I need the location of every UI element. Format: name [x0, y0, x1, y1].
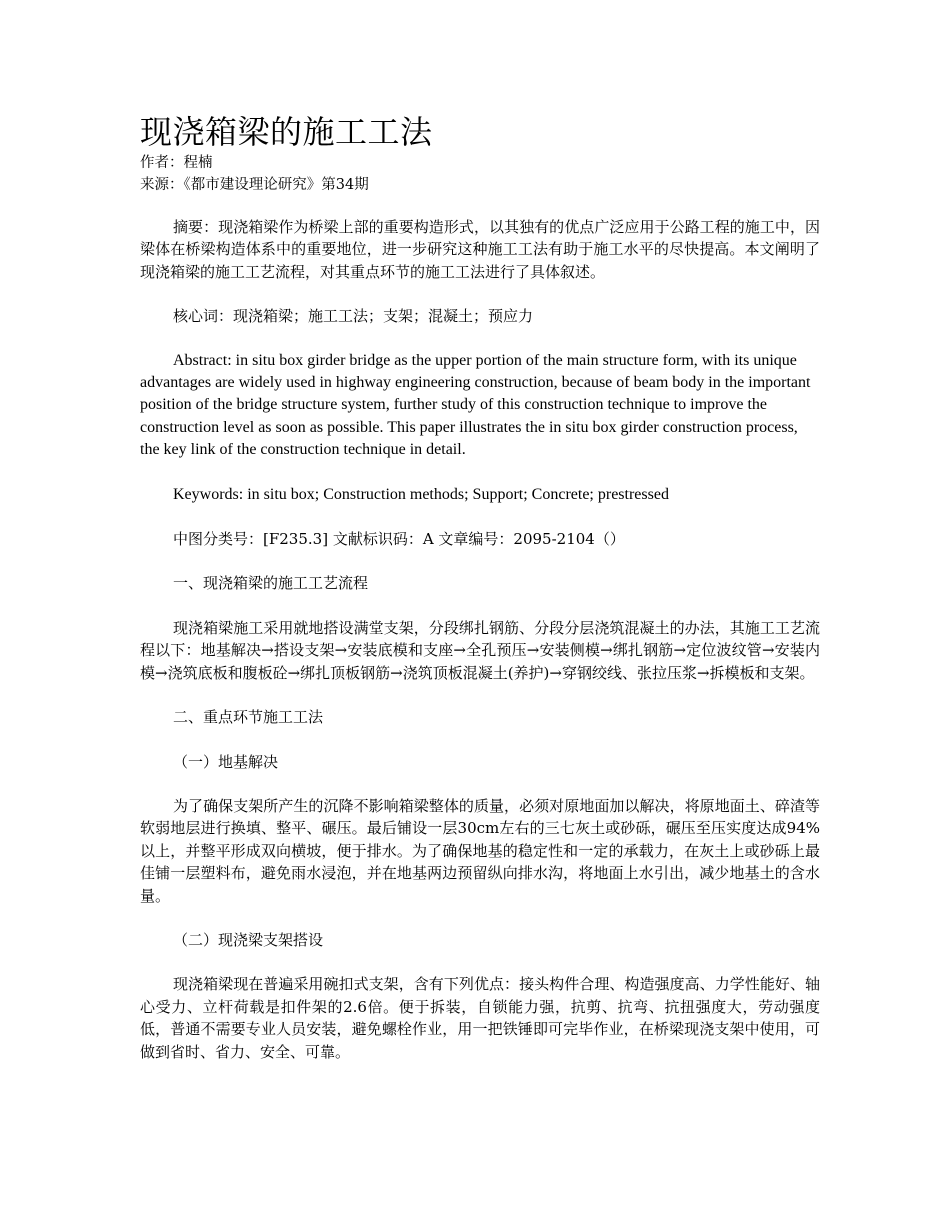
section1-body: 现浇箱梁施工采用就地搭设满堂支架，分段绑扎钢筋、分段分层浇筑混凝土的办法，其施工工艺流程以下：地基解决→搭设支架→安装底模和支座→全孔预压→安装侧模→绑扎钢筋→定位波纹管→安装内模→浇筑底板和腹板砼→绑扎顶板钢筋→浇筑顶板混凝土(养护)→穿钢绞线、张拉压浆→拆模板和支架。 [140, 618, 820, 682]
article-source: 来源：《都市建设理论研究》第34期 [140, 177, 369, 193]
abstract-en: Abstract: in situ box girder bridge as the upper portion of the main structure form, with its unique advantages are widely used in highway engineering construction, because of beam body in the important position of the bridge structure system, further study of this construction technique to improve the construction level as soon as possible. This paper illustrates the in situ box girder construction process, the key link of the construction technique in detail. [140, 351, 811, 459]
section2-heading: 二、重点环节施工工法 [173, 708, 324, 727]
article-author: 作者：程楠 [140, 155, 213, 171]
document-page [140, 112, 820, 1063]
classification-line: 中图分类号：[F235.3] 文献标识码：A 文章编号：2095-2104（） [173, 530, 625, 549]
section1-heading: 一、现浇箱梁的施工工艺流程 [173, 574, 369, 593]
subsection2-body: 现浇箱梁现在普遍采用碗扣式支架，含有下列优点：接头构件合理、构造强度高、力学性能好、轴心受力、立杆荷载是扣件架的2.6倍。便于拆装，自锁能力强，抗剪、抗弯、抗扭强度大，劳动强度低，普通不需要专业人员安装，避免螺栓作业，用一把铁锤即可完毕作业，在桥梁现浇支架中使用，可做到省时、省力、安全、可靠。 [140, 975, 820, 1061]
keywords-en: Keywords: in situ box; Construction methods; Support; Concrete; prestressed [173, 485, 669, 503]
subsection2-heading: （二）现浇梁支架搭设 [173, 930, 324, 949]
abstract-cn: 摘要：现浇箱梁作为桥梁上部的重要构造形式，以其独有的优点广泛应用于公路工程的施工中，因梁体在桥梁构造体系中的重要地位，进一步研究这种施工工法有助于施工水平的尽快提高。本文阐明了现浇箱梁的施工工艺流程，对其重点环节的施工工法进行了具体叙述。 [140, 218, 820, 281]
keywords-cn: 核心词：现浇箱梁；施工工法；支架；混凝土；预应力 [173, 307, 534, 326]
subsection1-body: 为了确保支架所产生的沉降不影响箱梁整体的质量，必须对原地面加以解决，将原地面土、碎渣等软弱地层进行换填、整平、碾压。最后铺设一层30cm左右的三七灰土或砂砾，碾压至压实度达成94%以上，并整平形成双向横坡，便于排水。为了确保地基的稳定性和一定的承载力，在灰土上或砂砾上最佳铺一层塑料布，避免雨水浸泡，并在地基两边预留纵向排水沟，将地面上水引出，减少地基土的含水量。 [140, 796, 820, 905]
subsection1-heading: （一）地基解决 [173, 752, 279, 771]
article-title: 现浇箱梁的施工工法 [140, 113, 433, 151]
